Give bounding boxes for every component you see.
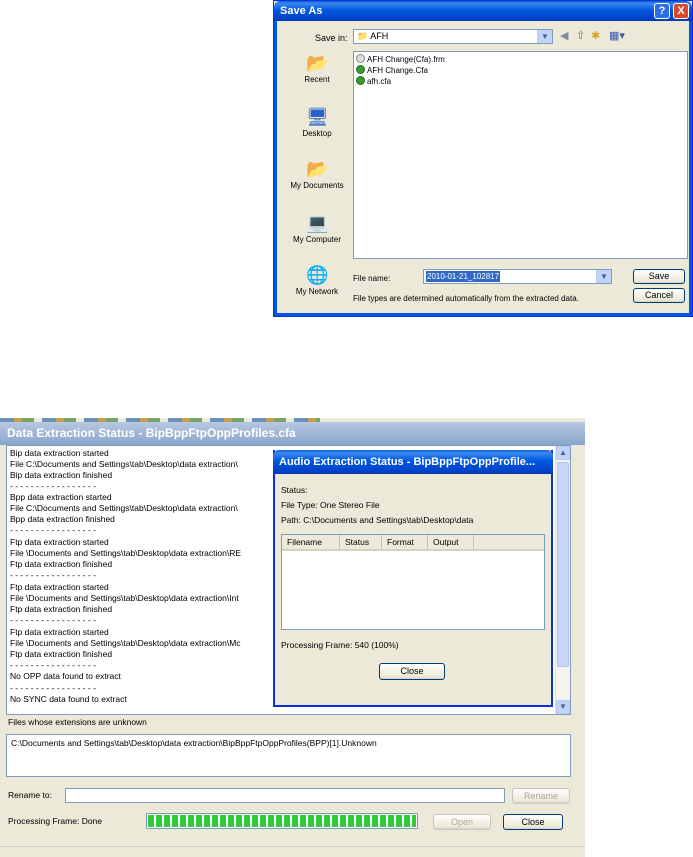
desktop-icon: 🖥 [306, 107, 329, 127]
audio-titlebar[interactable] [273, 450, 553, 474]
audio-output-list[interactable] [281, 534, 545, 630]
save-as-dialog [273, 0, 693, 317]
log-line: - - - - - - - - - - - - - - - - - [10, 660, 96, 670]
place-my-documents[interactable] [283, 159, 351, 190]
log-line: Ftp data extraction finished [10, 649, 113, 659]
log-scrollbar[interactable] [555, 446, 570, 714]
file-icon [356, 54, 365, 63]
rename-input[interactable] [65, 788, 505, 803]
log-line: Bpp data extraction finished [10, 514, 115, 524]
file-name-label: File name: [353, 274, 391, 283]
place-label: Recent [304, 75, 330, 84]
cancel-button[interactable]: Cancel [633, 288, 685, 303]
file-name: afh.cfa [367, 77, 392, 86]
log-line: - - - - - - - - - - - - - - - - - [10, 683, 96, 693]
new-folder-icon[interactable]: ✱ [591, 30, 601, 42]
place-my-network[interactable] [283, 265, 351, 296]
place-label: My Network [295, 287, 339, 296]
rename-label: Rename to: [8, 790, 52, 800]
extraction-title: Data Extraction Status - BipBppFtpOppProfiles.cfa [7, 426, 296, 440]
log-line: File \Documents and Settings\tab\Desktop\data extraction\Int [10, 593, 239, 603]
file-name-field[interactable] [423, 269, 612, 284]
audio-file-type: File Type: One Stereo File [281, 500, 380, 510]
column-output[interactable]: Output [428, 535, 474, 549]
save-in-value: AFH [370, 31, 389, 41]
folder-icon: 📁 [357, 31, 369, 41]
save-in-combo[interactable] [353, 29, 553, 44]
file-name: AFH Change.Cfa [367, 66, 428, 75]
file-item[interactable] [356, 54, 445, 65]
file-icon [356, 76, 365, 85]
my-computer-icon: 💻 [306, 213, 329, 233]
list-header [282, 535, 544, 551]
file-list[interactable] [353, 51, 688, 259]
my-documents-icon: 📂 [306, 159, 329, 179]
audio-extraction-dialog [273, 450, 553, 707]
save-as-titlebar[interactable] [274, 1, 692, 21]
file-name: AFH Change(Cfa).frm [367, 55, 445, 64]
log-line: - - - - - - - - - - - - - - - - - [10, 615, 96, 625]
file-icon [356, 65, 365, 74]
view-menu-icon[interactable]: ▦▾ [609, 30, 625, 42]
network-globe-icon: 🌐 [306, 265, 329, 285]
place-label: My Computer [292, 235, 341, 244]
column-status[interactable]: Status [340, 535, 382, 549]
log-line: File \Documents and Settings\tab\Desktop\data extraction\Mc [10, 638, 241, 648]
unknown-files-list[interactable] [6, 734, 571, 777]
log-line: - - - - - - - - - - - - - - - - - [10, 570, 96, 580]
unknown-file-entry[interactable]: C:\Documents and Settings\tab\Desktop\data extraction\BipBppFtpOppProfiles(BPP)[1].Unknown [11, 738, 377, 748]
column-format[interactable]: Format [382, 535, 428, 549]
log-line: Ftp data extraction started [10, 582, 109, 592]
file-types-note: File types are determined automatically from the extracted data. [353, 294, 579, 303]
log-line: Ftp data extraction finished [10, 604, 113, 614]
place-recent[interactable] [283, 53, 351, 84]
audio-title: Audio Extraction Status - BipBppFtpOppProfile... [279, 456, 536, 468]
save-as-body [274, 21, 692, 316]
log-line: - - - - - - - - - - - - - - - - - [10, 525, 96, 535]
scroll-up-icon[interactable]: ▲ [556, 446, 570, 460]
processing-progress-bar [146, 813, 418, 829]
close-audio-button[interactable]: Close [379, 663, 445, 680]
places-bar [283, 51, 351, 309]
log-line: Bip data extraction started [10, 448, 109, 458]
audio-processing-status: Processing Frame: 540 (100%) [281, 640, 399, 650]
file-name-value[interactable]: 2010-01-21_102817 [427, 272, 500, 281]
log-line: Bpp data extraction started [10, 492, 112, 502]
close-button[interactable]: X [673, 3, 689, 19]
help-button[interactable]: ? [654, 3, 670, 19]
scroll-down-icon[interactable]: ▼ [556, 700, 570, 714]
column-filename[interactable]: Filename [282, 535, 340, 549]
unknown-files-label: Files whose extensions are unknown [8, 717, 147, 727]
chevron-down-icon[interactable]: ▼ [537, 30, 552, 43]
log-line: File C:\Documents and Settings\tab\Desktop\data extraction\ [10, 459, 238, 469]
status-bar [0, 846, 585, 857]
rename-button[interactable]: Rename [512, 788, 570, 804]
log-line: - - - - - - - - - - - - - - - - - [10, 481, 96, 491]
place-label: Desktop [302, 129, 332, 138]
place-desktop[interactable] [283, 107, 351, 138]
log-line: File C:\Documents and Settings\tab\Desktop\data extraction\ [10, 503, 238, 513]
log-line: Bip data extraction finished [10, 470, 113, 480]
log-line: No OPP data found to extract [10, 671, 121, 681]
progress-fill [148, 815, 416, 827]
file-item[interactable] [356, 65, 428, 76]
log-line: No SYNC data found to extract [10, 694, 127, 704]
audio-status-label: Status: [281, 485, 308, 495]
chevron-down-icon[interactable]: ▼ [596, 270, 611, 283]
place-my-computer[interactable] [283, 213, 351, 244]
log-line: Ftp data extraction finished [10, 559, 113, 569]
open-button[interactable]: Open [433, 814, 491, 830]
back-icon[interactable]: ◀ [560, 30, 569, 42]
close-extraction-button[interactable]: Close [503, 814, 563, 830]
log-line: Ftp data extraction started [10, 537, 109, 547]
save-button[interactable]: Save [633, 269, 685, 284]
audio-path: Path: C:\Documents and Settings\tab\Desktop\data [281, 515, 474, 525]
scroll-thumb[interactable] [557, 462, 569, 667]
file-item[interactable] [356, 76, 391, 87]
processing-status-label: Processing Frame: Done [8, 816, 103, 826]
log-line: Ftp data extraction started [10, 627, 109, 637]
save-in-label: Save in: [315, 33, 348, 43]
log-line: File \Documents and Settings\tab\Desktop\data extraction\RE [10, 548, 242, 558]
recent-folder-icon: 📂 [306, 53, 329, 73]
save-as-title: Save As [280, 5, 323, 17]
extraction-titlebar[interactable] [0, 422, 585, 445]
up-folder-icon[interactable]: ⇧ [576, 30, 586, 42]
place-label: My Documents [290, 181, 344, 190]
